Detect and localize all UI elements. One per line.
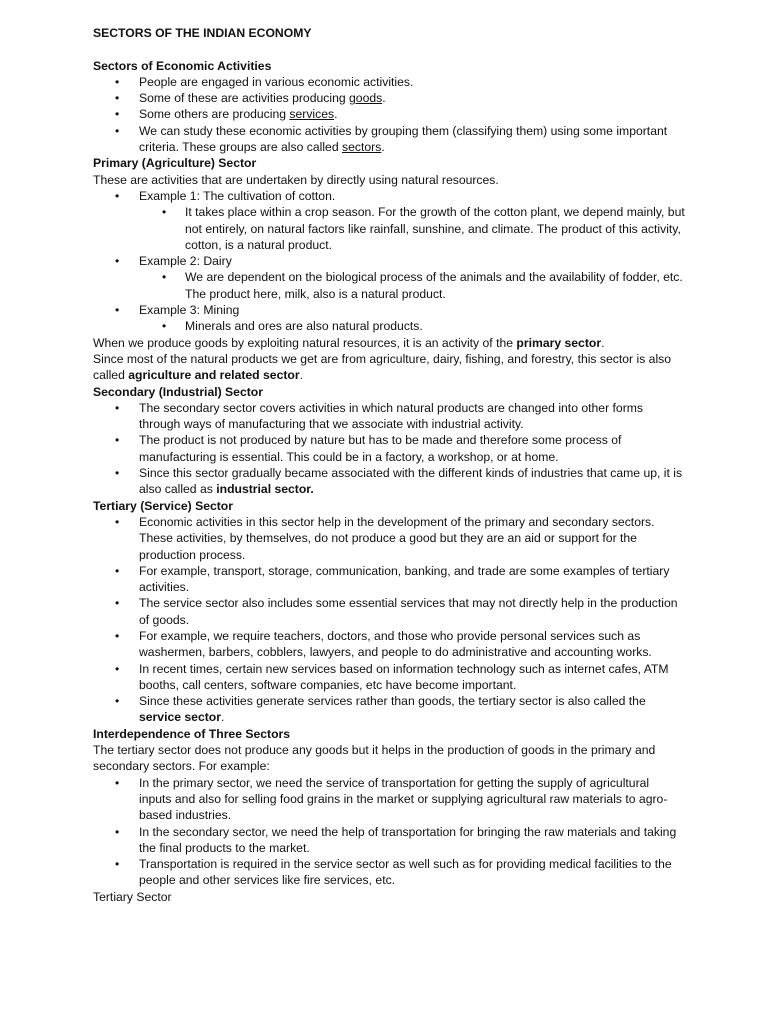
punctuation: .: [221, 710, 225, 725]
trailing-line: Tertiary Sector: [93, 889, 172, 904]
list-item: • The product is not produced by nature but has to be made and therefore some process of manufacturing is essential. This could be in a factory, a workshop, or at home.: [93, 432, 685, 465]
paragraph-text: When we produce goods by exploiting natural resources, it is an activity of the: [93, 335, 517, 350]
heading-interdependence: Interdependence of Three Sectors: [93, 726, 291, 741]
list-item: • For example, we require teachers, doctors, and those who provide personal services such as washermen, barbers, cobblers, lawyers, and people to do administrative and accounting works.: [93, 628, 685, 661]
document-title: SECTORS OF THE INDIAN ECONOMY: [93, 26, 312, 40]
sub-list-item: • Minerals and ores are also natural products.: [93, 318, 685, 334]
list-item: • Transportation is required in the service sector as well such as for providing medical facilities to the people and other services like fire services, etc.: [93, 856, 685, 889]
primary-paragraph-1: [93, 335, 685, 351]
primary-paragraph-2: [93, 351, 685, 384]
list-item: [93, 90, 685, 106]
list-item: • Example 2: Dairy: [93, 253, 685, 269]
underlined-term-sectors: sectors: [342, 140, 382, 155]
list-item-text: We can study these economic activities by grouping them (classifying them) using some important criteria. These groups are also called: [139, 123, 668, 155]
bold-term-agriculture: agriculture and related sector: [128, 368, 300, 383]
list-item-text: Some others are producing: [139, 107, 290, 122]
bold-term-industrial-sector: industrial sector.: [216, 482, 314, 497]
paragraph-text: Since most of the natural products we get are from agriculture, dairy, fishing, and forestry, this sector is also called: [93, 351, 672, 383]
list-item: • The secondary sector covers activities in which natural products are changed into other forms through ways of manufacturing that we associate with industrial activity.: [93, 400, 685, 433]
punctuation: .: [382, 91, 386, 106]
document-page: [93, 25, 685, 905]
sub-list-item: • We are dependent on the biological process of the animals and the availability of fodder, etc. The product here, milk, also is a natural product.: [93, 269, 685, 302]
interdependence-intro: The tertiary sector does not produce any goods but it helps in the production of goods in the primary and secondary sectors. For example:: [93, 743, 656, 774]
punctuation: .: [334, 107, 338, 122]
list-item: [93, 74, 685, 90]
tertiary-list: [93, 514, 685, 726]
punctuation: .: [381, 140, 385, 155]
list-item: • Example 1: The cultivation of cotton.: [93, 188, 685, 204]
list-item: [93, 465, 685, 498]
list-item: • In recent times, certain new services based on information technology such as internet cafes, ATM booths, call centers, software companies, etc have become important.: [93, 661, 685, 694]
list-item-text: People are engaged in various economic activities.: [139, 74, 414, 89]
list-item: [93, 693, 685, 726]
blank-line: [93, 41, 685, 57]
list-item: • In the secondary sector, we need the help of transportation for bringing the raw materials and taking the final products to the market.: [93, 824, 685, 857]
punctuation: .: [299, 368, 303, 383]
heading-secondary-sector: Secondary (Industrial) Sector: [93, 384, 263, 399]
underlined-term-goods: goods: [349, 91, 383, 106]
interdependence-list: [93, 775, 685, 889]
bold-term-service-sector: service sector: [139, 710, 221, 725]
list-item: • In the primary sector, we need the service of transportation for getting the supply of agricultural inputs and also for selling food grains in the market or supplying agricultural raw materials to agro-based industries.: [93, 775, 685, 824]
heading-primary-sector: Primary (Agriculture) Sector: [93, 156, 257, 171]
list-item-text: Since this sector gradually became associated with the different kinds of industries that came up, it is also called as: [139, 466, 683, 497]
secondary-list: [93, 400, 685, 498]
bold-term-primary-sector: primary sector: [516, 335, 602, 350]
primary-examples-list: [93, 188, 685, 335]
list-item: • For example, transport, storage, communication, banking, and trade are some examples of tertiary activities.: [93, 563, 685, 596]
heading-tertiary-sector: Tertiary (Service) Sector: [93, 498, 233, 513]
sub-list-item: • It takes place within a crop season. For the growth of the cotton plant, we depend mainly, but not entirely, on natural factors like rainfall, sunshine, and climate. The product of this activity, cotton, is a natural product.: [93, 204, 685, 253]
list-item-text: Since these activities generate services rather than goods, the tertiary sector is also called the: [139, 694, 646, 709]
list-item: [93, 123, 685, 156]
list-item-text: Some of these are activities producing: [139, 91, 350, 106]
economic-activities-list: [93, 74, 685, 155]
list-item: • Economic activities in this sector help in the development of the primary and secondary sectors. These activities, by themselves, do not produce a good but they are an aid or support for the production process.: [93, 514, 685, 563]
punctuation: .: [601, 335, 605, 350]
list-item: • Example 3: Mining: [93, 302, 685, 318]
list-item: [93, 106, 685, 122]
list-item: • The service sector also includes some essential services that may not directly help in the production of goods.: [93, 595, 685, 628]
heading-economic-activities: Sectors of Economic Activities: [93, 58, 272, 73]
primary-intro: These are activities that are undertaken by directly using natural resources.: [93, 172, 499, 187]
underlined-term-services: services: [289, 107, 335, 122]
